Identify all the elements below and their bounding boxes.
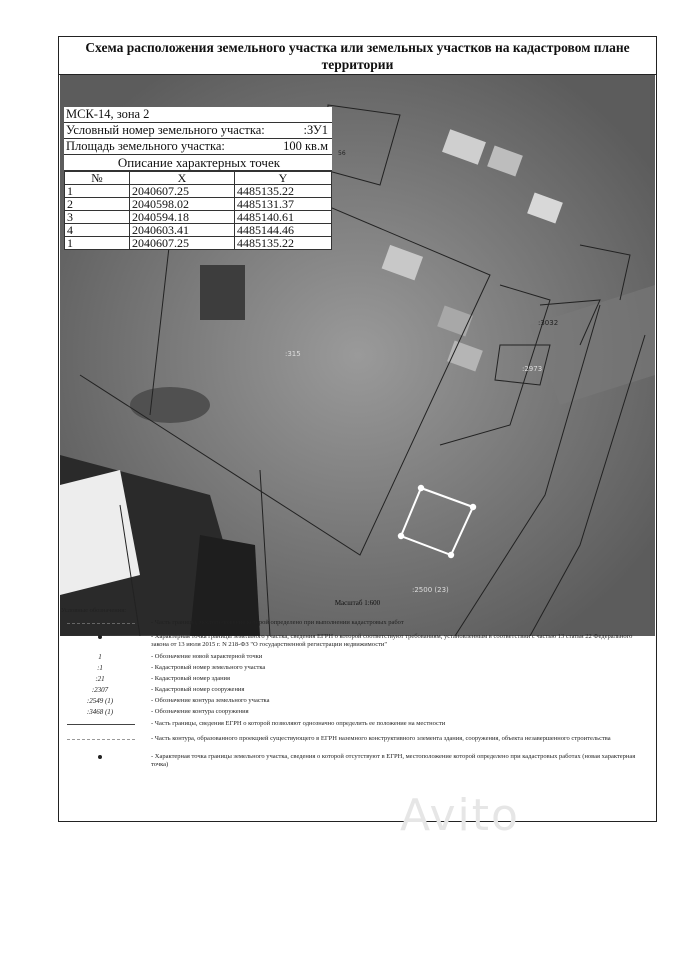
parcel-number-row — [64, 123, 332, 139]
point-number: 1 — [65, 237, 130, 250]
legend-symbol: :2549 (1) — [86, 697, 114, 705]
table-row — [65, 198, 332, 211]
points-heading: Описание характерных точек — [64, 155, 332, 171]
label-2500: :2500 (23) — [412, 586, 449, 594]
legend-item — [59, 735, 654, 751]
point-y: 4485144.46 — [235, 224, 332, 237]
parcel-number-label: Условный номер земельного участка: — [66, 123, 265, 137]
table-row — [65, 211, 332, 224]
legend-line-symbol — [67, 739, 135, 740]
point-y: 4485131.37 — [235, 198, 332, 211]
legend-text: - Характерная точка границы земельного участка, сведения ЕГРН о которой соответствуют требованиям, установленным в соответствии с частью 13 статьи 22 Федерального закона от 13 июля 2015 г. N 218-ФЗ "О государственной регистрации недвижимости" — [151, 633, 633, 648]
point-x: 2040603.41 — [130, 224, 235, 237]
legend-symbol: :21 — [95, 675, 105, 683]
parcel-area-row — [64, 139, 332, 155]
scheme-sheet — [58, 36, 657, 822]
legend-text: - Часть границы, местоположение которой определено при выполнении кадастровых работ — [151, 619, 404, 626]
point-x: 2040607.25 — [130, 185, 235, 198]
legend-text: - Обозначение контура сооружения — [151, 708, 249, 715]
legend-item — [59, 633, 654, 648]
legend-text: - Кадастровый номер здания — [151, 675, 231, 682]
legend-item — [59, 753, 654, 769]
parcel-area-value: 100 кв.м — [283, 139, 328, 153]
point-x: 2040607.25 — [130, 237, 235, 250]
point-number: 4 — [65, 224, 130, 237]
table-row — [65, 185, 332, 198]
points-header-row — [65, 172, 332, 185]
label-56: 56 — [338, 150, 346, 157]
legend-text: - Кадастровый номер земельного участка — [151, 664, 266, 671]
point-y: 4485135.22 — [235, 237, 332, 250]
legend-text: - Часть контура, образованного проекцией существующего в ЕГРН наземного конструктивного элемента здания, сооружения, объекта незавершенного строительства — [151, 735, 611, 742]
parcel-info-box — [64, 107, 332, 250]
legend-symbol: :1 — [97, 664, 103, 672]
table-row — [65, 224, 332, 237]
watermark: Avito — [400, 790, 520, 841]
col-x-header: X — [130, 172, 235, 185]
table-row — [65, 237, 332, 250]
label-315: :315 — [285, 350, 301, 358]
points-table — [64, 171, 332, 250]
point-dot-icon — [65, 753, 135, 761]
cadastral-map — [60, 75, 655, 636]
map-scale: Масштаб 1:600 — [334, 599, 381, 607]
legend-item — [59, 619, 654, 631]
col-y-header: Y — [235, 172, 332, 185]
point-number: 2 — [65, 198, 130, 211]
parcel-number-value: :ЗУ1 — [303, 123, 328, 137]
point-dot-icon — [65, 633, 135, 641]
legend-text: - Обозначение новой характерной точки — [151, 653, 263, 660]
label-3032: :3032 — [538, 319, 559, 327]
legend-heading: Условные обозначения: — [61, 607, 127, 614]
point-y: 4485140.61 — [235, 211, 332, 224]
legend-symbol: 1 — [98, 653, 102, 661]
point-x: 2040594.18 — [130, 211, 235, 224]
legend-text: - Обозначение контура земельного участка — [151, 697, 270, 704]
coordinate-system: МСК-14, зона 2 — [64, 107, 332, 123]
point-number: 3 — [65, 211, 130, 224]
label-2973: :2973 — [522, 365, 543, 373]
legend-line-symbol — [67, 724, 135, 725]
point-number: 1 — [65, 185, 130, 198]
legend-text: - Характерная точка границы земельного участка, сведения о которой отсутствуют в ЕГРН, местоположение которой определено при кадастровых работах (новая характерная точка) — [151, 753, 636, 768]
legend-symbol: :2307 — [91, 686, 109, 694]
col-number-header: № — [65, 172, 130, 185]
legend-symbol: :3468 (1) — [86, 708, 114, 716]
legend-item — [59, 720, 654, 732]
document-title: Схема расположения земельного участка или земельных участков на кадастровом плане территории — [59, 37, 656, 75]
legend-line-symbol — [67, 623, 135, 624]
legend-item — [59, 708, 654, 720]
point-y: 4485135.22 — [235, 185, 332, 198]
parcel-area-label: Площадь земельного участка: — [66, 139, 225, 153]
legend-text: - Кадастровый номер сооружения — [151, 686, 245, 693]
point-x: 2040598.02 — [130, 198, 235, 211]
legend-text: - Часть границы, сведения ЕГРН о которой позволяют однозначно определить ее положение на местности — [151, 720, 446, 727]
